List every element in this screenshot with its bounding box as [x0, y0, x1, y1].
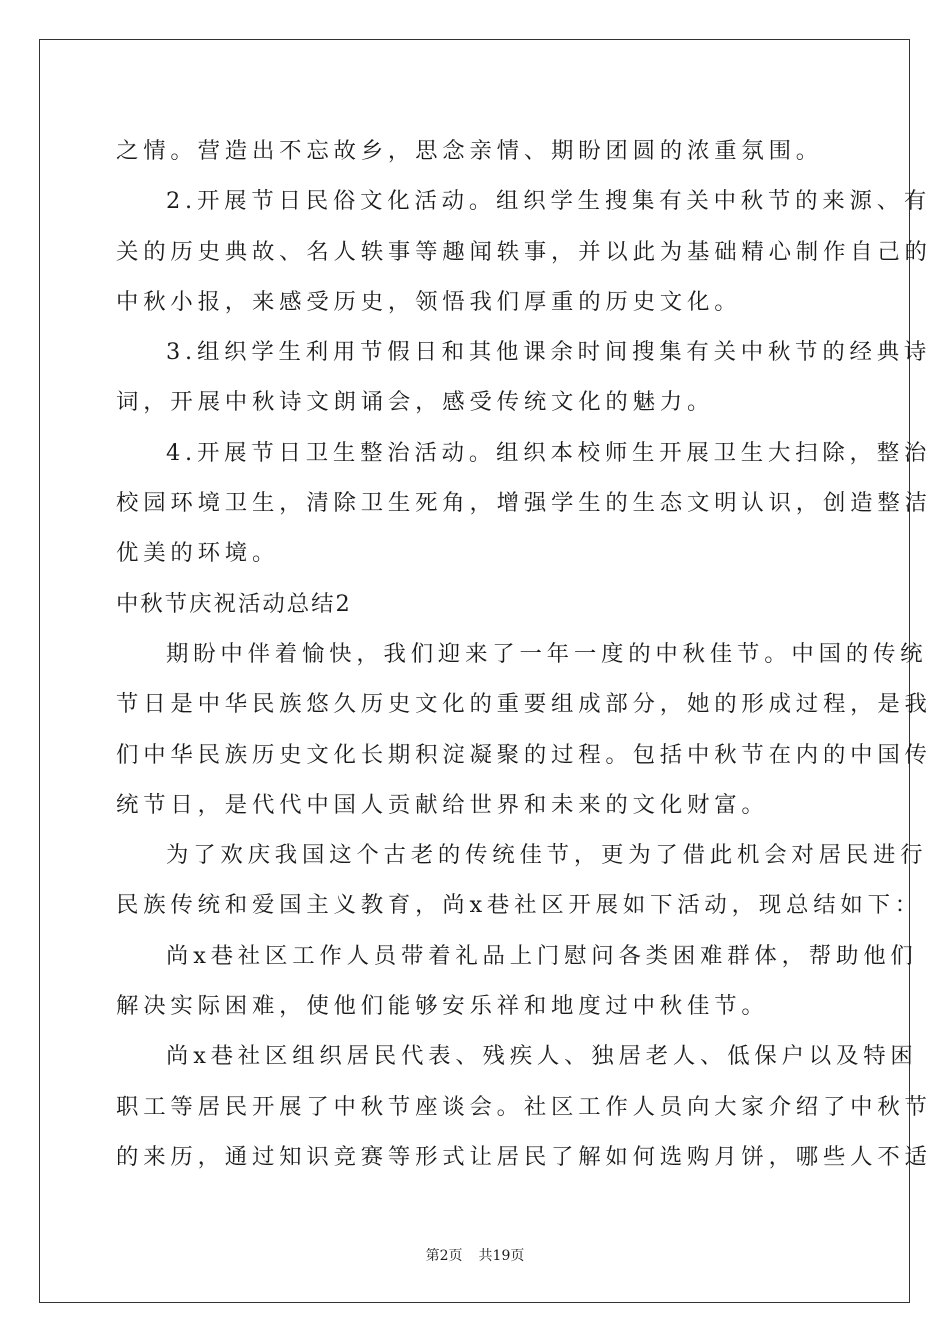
- text-line: 中秋小报，来感受历史，领悟我们厚重的历史文化。: [116, 288, 742, 315]
- text-line: 2.开展节日民俗文化活动。组织学生搜集有关中秋节的来源、有: [166, 188, 932, 215]
- text-line: 尚x巷社区工作人员带着礼品上门慰问各类困难群体，帮助他们: [166, 942, 918, 969]
- page-number: 第2页: [425, 1248, 463, 1264]
- text-line: 校园环境卫生，清除卫生死角，增强学生的生态文明认识，创造整洁: [116, 490, 932, 517]
- text-line: 期盼中伴着愉快，我们迎来了一年一度的中秋佳节。中国的传统: [166, 640, 928, 667]
- text-line: 为了欢庆我国这个古老的传统佳节，更为了借此机会对居民进行: [166, 842, 928, 869]
- text-line: 3.组织学生利用节假日和其他课余时间搜集有关中秋节的经典诗: [166, 339, 932, 366]
- section-heading: 中秋节庆祝活动总结2: [116, 590, 352, 617]
- text-line: 尚x巷社区组织居民代表、残疾人、独居老人、低保户以及特困: [166, 1043, 918, 1070]
- page-total: 共19页: [478, 1248, 525, 1264]
- text-line: 民族传统和爱国主义教育，尚x巷社区开展如下活动，现总结如下：: [116, 892, 922, 919]
- text-line: 统节日，是代代中国人贡献给世界和未来的文化财富。: [116, 791, 769, 818]
- text-line: 词，开展中秋诗文朗诵会，感受传统文化的魅力。: [116, 389, 715, 416]
- text-line: 职工等居民开展了中秋节座谈会。社区工作人员向大家介绍了中秋节: [116, 1093, 932, 1120]
- text-line: 解决实际困难，使他们能够安乐祥和地度过中秋佳节。: [116, 993, 769, 1020]
- page-footer: [0, 1246, 950, 1266]
- text-line: 们中华民族历史文化长期积淀凝聚的过程。包括中秋节在内的中国传: [116, 741, 932, 768]
- text-line: 优美的环境。: [116, 540, 280, 567]
- text-line: 关的历史典故、名人轶事等趣闻轶事，并以此为基础精心制作自己的: [116, 238, 932, 265]
- text-line: 4.开展节日卫生整治活动。组织本校师生开展卫生大扫除，整治: [166, 439, 932, 466]
- text-line: 节日是中华民族悠久历史文化的重要组成部分，她的形成过程，是我: [116, 691, 932, 718]
- document-body: [116, 126, 932, 1182]
- text-line: 之情。营造出不忘故乡，思念亲情、期盼团圆的浓重氛围。: [116, 138, 823, 164]
- text-line: 的来历，通过知识竞赛等形式让居民了解如何选购月饼，哪些人不适: [116, 1143, 932, 1170]
